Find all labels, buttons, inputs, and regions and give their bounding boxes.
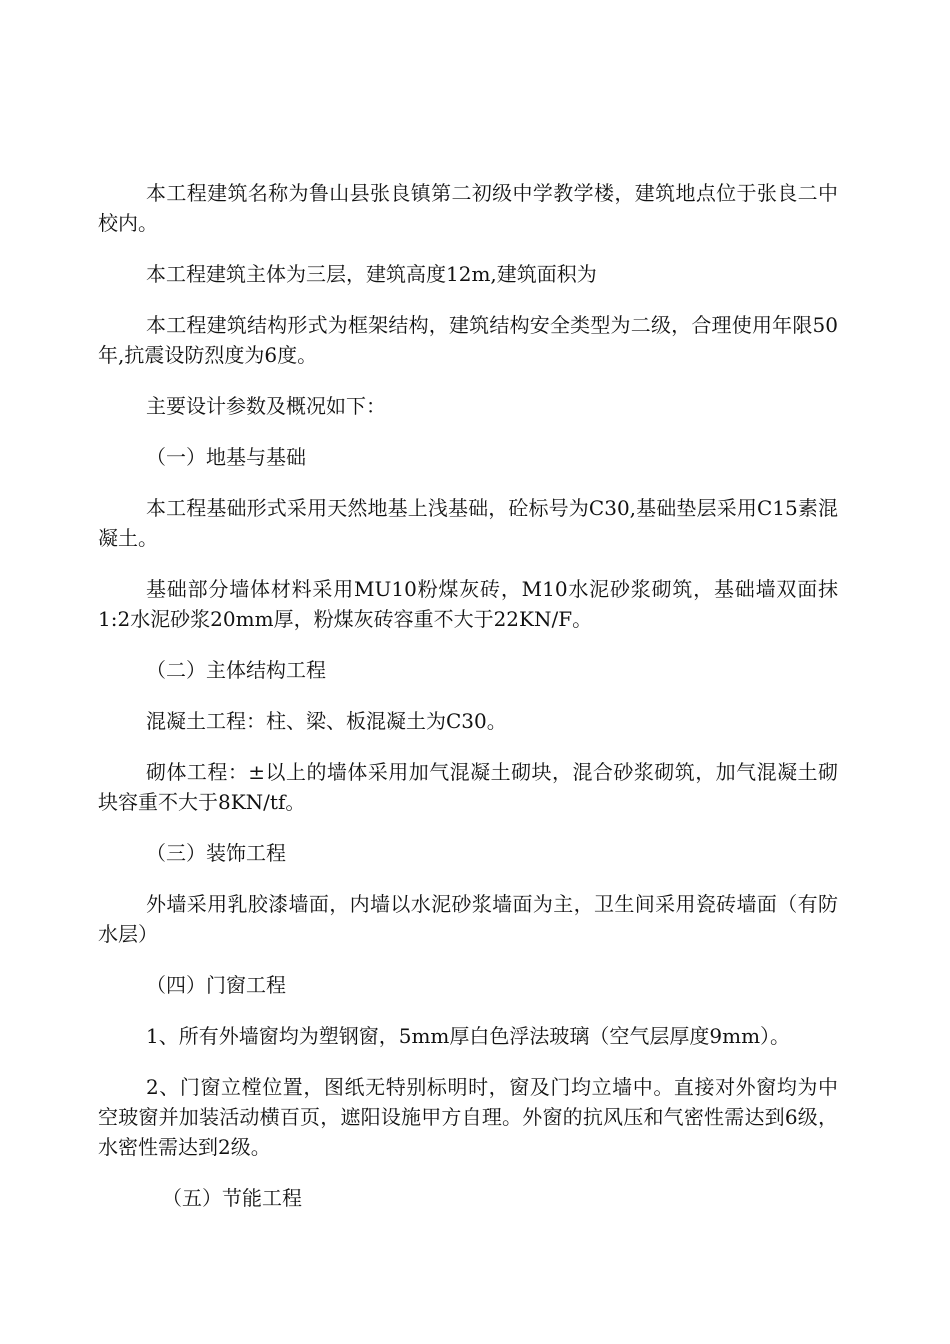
paragraph-structure-type: 本工程建筑结构形式为框架结构，建筑结构安全类型为二级，合理使用年限50年,抗震设防烈度为6度。 <box>98 313 838 367</box>
paragraph-windows-1: 1、所有外墙窗均为塑钢窗，5mm厚白色浮法玻璃（空气层厚度9mm）。 <box>146 1024 791 1048</box>
section-heading-decoration: （三）装饰工程 <box>146 841 286 865</box>
paragraph-foundation-form: 本工程基础形式采用天然地基上浅基础，砼标号为C30,基础垫层采用C15素混凝土。 <box>98 496 838 550</box>
paragraph-design-params: 主要设计参数及概况如下： <box>146 394 386 418</box>
paragraph-walls: 外墙采用乳胶漆墙面，内墙以水泥砂浆墙面为主，卫生间采用瓷砖墙面（有防水层） <box>98 892 838 946</box>
paragraph-masonry: 砌体工程：±以上的墙体采用加气混凝土砌块，混合砂浆砌筑，加气混凝土砌块容重不大于8KN/tf。 <box>98 760 838 814</box>
paragraph-windows-2: 2、门窗立樘位置，图纸无特别标明时，窗及门均立墙中。直接对外窗均为中空玻窗并加装活动横百页，遮阳设施甲方自理。外窗的抗风压和气密性需达到6级，水密性需达到2级。 <box>98 1075 838 1159</box>
paragraph-concrete: 混凝土工程：柱、梁、板混凝土为C30。 <box>146 709 507 733</box>
section-heading-doors-windows: （四）门窗工程 <box>146 973 286 997</box>
paragraph-building-name: 本工程建筑名称为鲁山县张良镇第二初级中学教学楼，建筑地点位于张良二中校内。 <box>98 181 838 235</box>
paragraph-foundation-wall: 基础部分墙体材料采用MU10粉煤灰砖，M10水泥砂浆砌筑，基础墙双面抹1:2水泥砂浆20mm厚，粉煤灰砖容重不大于22KN/F。 <box>98 577 838 631</box>
document-page <box>98 178 838 1234</box>
section-heading-foundation: （一）地基与基础 <box>146 445 306 469</box>
section-heading-main-structure: （二）主体结构工程 <box>146 658 326 682</box>
section-heading-energy: （五）节能工程 <box>162 1186 302 1210</box>
paragraph-building-height: 本工程建筑主体为三层，建筑高度12m,建筑面积为 <box>146 262 597 286</box>
